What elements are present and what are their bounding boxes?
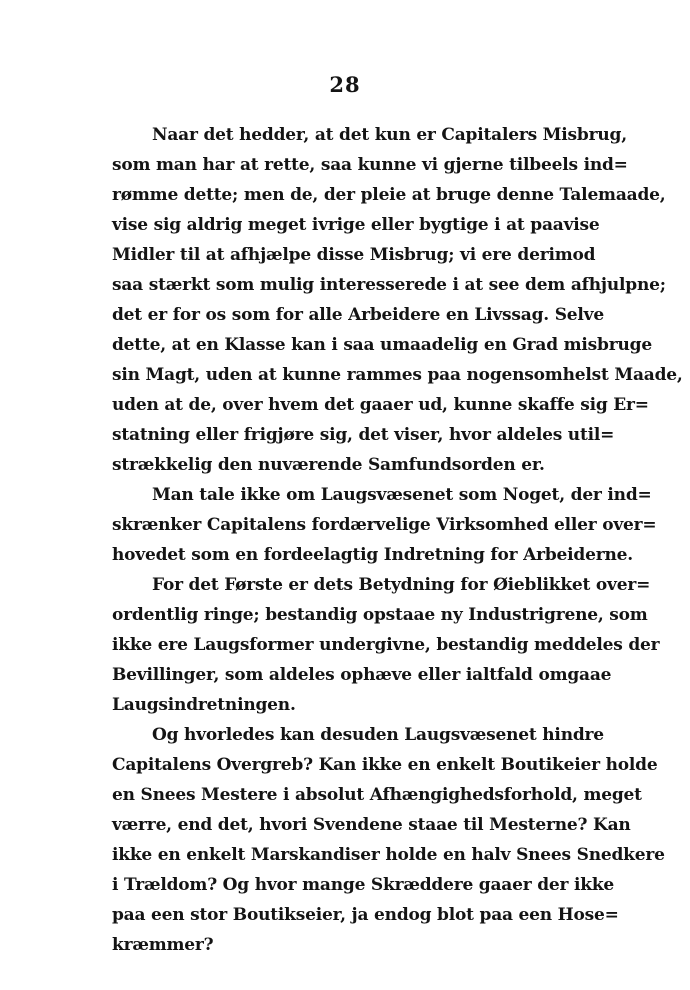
text-line: Bevillinger, som aldeles ophæve eller ialtfald omgaae — [112, 665, 612, 685]
text-line: som man har at rette, saa kunne vi gjerne tilbeels ind= — [112, 155, 628, 175]
text-line: Og hvorledes kan desuden Laugsvæsenet hindre — [152, 725, 604, 745]
text-line: skrænker Capitalens fordærvelige Virksomhed eller over= — [112, 515, 657, 535]
paragraph-guild-system — [112, 480, 657, 570]
text-line: rømme dette; men de, der pleie at bruge denne Talemaade, — [112, 185, 666, 205]
text-line: ikke en enkelt Marskandiser holde en halv Snees Snedkere — [112, 845, 665, 865]
text-line: sin Magt, uden at kunne rammes paa nogensomhelst Maade, — [112, 365, 683, 385]
text-line: strækkelig den nuværende Samfundsorden er. — [112, 455, 545, 475]
text-line: vise sig aldrig meget ivrige eller bygtige i at paavise — [112, 215, 600, 235]
text-line: en Snees Mestere i absolut Afhængighedsforhold, meget — [112, 785, 642, 805]
text-line: For det Første er dets Betydning for Øieblikket over= — [152, 575, 651, 595]
paragraph-capital-misuse — [112, 120, 683, 480]
text-line: værre, end det, hvori Svendene staae til Mesterne? Kan — [112, 815, 631, 835]
text-line: hovedet som en fordeelagtig Indretning for Arbeiderne. — [112, 545, 633, 565]
text-line: paa een stor Boutikseier, ja endog blot paa een Hose= — [112, 905, 619, 925]
text-line: Naar det hedder, at det kun er Capitalers Misbrug, — [152, 125, 627, 145]
text-line: i Trældom? Og hvor mange Skræddere gaaer der ikke — [112, 875, 615, 895]
text-line: Capitalens Overgreb? Kan ikke en enkelt Boutikeier holde — [112, 755, 658, 775]
text-line: uden at de, over hvem det gaaer ud, kunne skaffe sig Er= — [112, 395, 649, 415]
text-line: ikke ere Laugsformer undergivne, bestandig meddeles der — [112, 635, 660, 655]
text-line: statning eller frigjøre sig, det viser, hvor aldeles util= — [112, 425, 615, 445]
text-line: det er for os som for alle Arbeidere en Livssag. Selve — [112, 305, 604, 325]
page-number: 28 — [329, 72, 361, 97]
text-line: saa stærkt som mulig interesserede i at see dem afhjulpne; — [112, 275, 666, 295]
paragraph-first-point — [112, 570, 660, 720]
text-line: Man tale ikke om Laugsvæsenet som Noget, der ind= — [152, 485, 652, 505]
text-line: dette, at en Klasse kan i saa umaadelig en Grad misbruge — [112, 335, 652, 355]
paragraph-capital-overreach — [112, 720, 665, 960]
text-line: ordentlig ringe; bestandig opstaae ny Industrigrene, som — [112, 605, 648, 625]
body-text — [112, 120, 683, 960]
text-line: kræmmer? — [112, 935, 214, 955]
text-line: Midler til at afhjælpe disse Misbrug; vi ere derimod — [112, 245, 596, 265]
text-line: Laugsindretningen. — [112, 695, 296, 715]
